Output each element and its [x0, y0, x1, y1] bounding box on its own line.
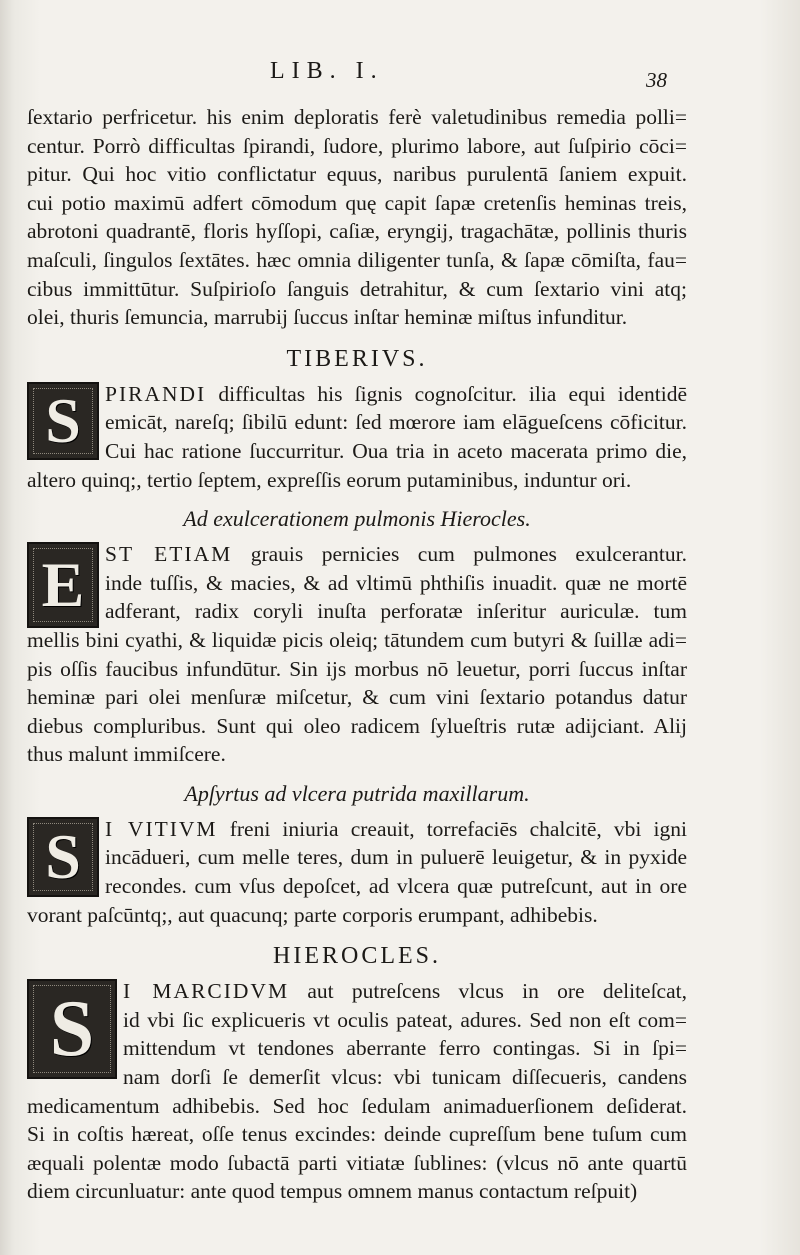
lead-caps: I VITIVM — [105, 816, 218, 841]
text-line: emicāt, nareſq; ſibilū edunt: ſed mœrore iam elāgueſcens cōficitur. — [105, 410, 687, 435]
text-line: diem circunluatur: ante quod tempus omnem manus contactum reſpuit) — [27, 1179, 638, 1204]
text-line: cibus immittūtur. Suſpirioſo ſanguis detrahitur, & cum ſextario vini atq; — [27, 276, 687, 301]
text-line: centur. Porrò difficultas ſpirandi, ſudore, plurimo labore, aut ſuſpirio cōci= — [27, 133, 687, 158]
text-line: inde tuſſis, & macies, & ad vltimū phthiſis inuadit. quæ ne mortē — [105, 570, 687, 595]
paragraph-pulmonis — [27, 540, 687, 769]
text-line: mellis bini cyathi, & liquidæ picis oleiq; tātundem cum butyri & ſuillæ adi= — [27, 627, 687, 652]
paragraph-tiberius — [27, 380, 687, 494]
text-line: æquali polentæ modo ſubactā parti vitiatæ ſublines: (vlcus nō ante quartū — [27, 1150, 687, 1175]
text-line: vorant paſcūntq;, aut quacunq; parte corporis erumpant, adhibebis. — [27, 902, 598, 927]
paragraph-hierocles — [27, 977, 687, 1206]
text-line: altero quinq;, tertio ſeptem, expreſſis eorum putaminibus, induntur ori. — [27, 467, 632, 492]
text-line: abrotoni quadrantē, floris hyſſopi, caſiæ, eryngij, tragachātæ, pollinis thuris — [27, 219, 687, 244]
paragraph-apsyrtus — [27, 815, 687, 929]
text-line: recondes. cum vſus depoſcet, ad vlcera quæ putreſcunt, aut in ore — [105, 874, 687, 899]
lead-caps: PIRANDI — [105, 381, 207, 406]
page-header — [0, 58, 800, 92]
text-line: I VITIVM freni iniuria creauit, torrefaciēs chalcitē, vbi igni — [105, 816, 687, 841]
text-line: heminæ pari olei menſuræ miſcetur, & cum vini ſextario potandus datur — [27, 685, 687, 710]
text-line: pitur. Qui hoc vitio conflictatur equus, naribus purulentā ſaniem expuit. — [27, 162, 687, 187]
text-line: medicamentum adhibebis. Sed hoc ſedulam animaduerſionem deſiderat. — [27, 1093, 687, 1118]
ornamental-initial: S — [27, 817, 99, 897]
text-line: olei, thuris ſemuncia, marrubij ſuccus inſtar heminæ miſtus infunditur. — [27, 305, 628, 330]
text-line: thus malunt immiſcere. — [27, 742, 226, 767]
text-line: mittendum vt tendones aberrante ferro contingas. Si in ſpi= — [123, 1036, 687, 1061]
text-line: PIRANDI difficultas his ſignis cognoſcitur. ilia equi identidē — [105, 381, 687, 406]
section-heading: HIEROCLES. — [273, 943, 441, 970]
text-line: diebus compluribus. Sunt qui oleo radicem ſylueſtris rutæ adijciant. Alij — [27, 713, 687, 738]
ornamental-initial: E — [27, 542, 99, 628]
lead-caps: ST ETIAM — [105, 542, 233, 567]
text-line: ST ETIAM grauis pernicies cum pulmones exulcerantur. — [105, 542, 687, 567]
ornamental-initial: S — [27, 382, 99, 460]
text-line: maſculi, ſingulos ſextātes. hæc omnia diligenter tunſa, & ſapæ cōmiſta, fau= — [27, 247, 687, 272]
text-line: adferant, radix coryli inuſta perforatæ inſeritur auriculæ. tum — [105, 599, 687, 624]
section-heading: Apſyrtus ad vlcera putrida maxillarum. — [184, 780, 530, 806]
text-line: pis oſſis faucibus infundūtur. Sin ijs morbus nō leuetur, porri ſuccus inſtar — [27, 656, 687, 681]
text-line: id vbi ſic explicueris vt oculis pateat, adures. Sed non eſt com= — [123, 1007, 687, 1032]
text-line: nam dorſi ſe demerſit vlcus: vbi tunicam diſſecueris, candens — [123, 1065, 687, 1090]
text-line: Si in coſtis hæreat, oſſe tenus excindes: deinde cupreſſum bene tuſum cum — [27, 1122, 687, 1147]
ornamental-initial: S — [27, 979, 117, 1079]
section-heading: Ad exulcerationem pulmonis Hierocles. — [183, 506, 531, 532]
text-line: incādueri, cum melle teres, dum in puluerē leuigetur, & in pyxide — [105, 845, 687, 870]
page-number: 38 — [646, 68, 667, 92]
page-body — [27, 103, 687, 1206]
section-heading: TIBERIVS. — [286, 345, 428, 372]
running-head: LIB. I. — [270, 58, 384, 84]
paragraph-continued — [27, 103, 687, 332]
lead-caps: I MARCIDVM — [123, 979, 290, 1004]
text-line: cui potio maximū adfert cōmodum quę capit ſapæ cretenſis heminas treis, — [27, 190, 687, 215]
text-line: Cui hac ratione ſuccurritur. Oua tria in aceto macerata primo die, — [105, 438, 687, 463]
text-line: ſextario perfricetur. his enim deploratis ferè valetudinibus remedia polli= — [27, 105, 687, 129]
text-line: I MARCIDVM aut putreſcens vlcus in ore deliteſcat, — [123, 979, 687, 1004]
